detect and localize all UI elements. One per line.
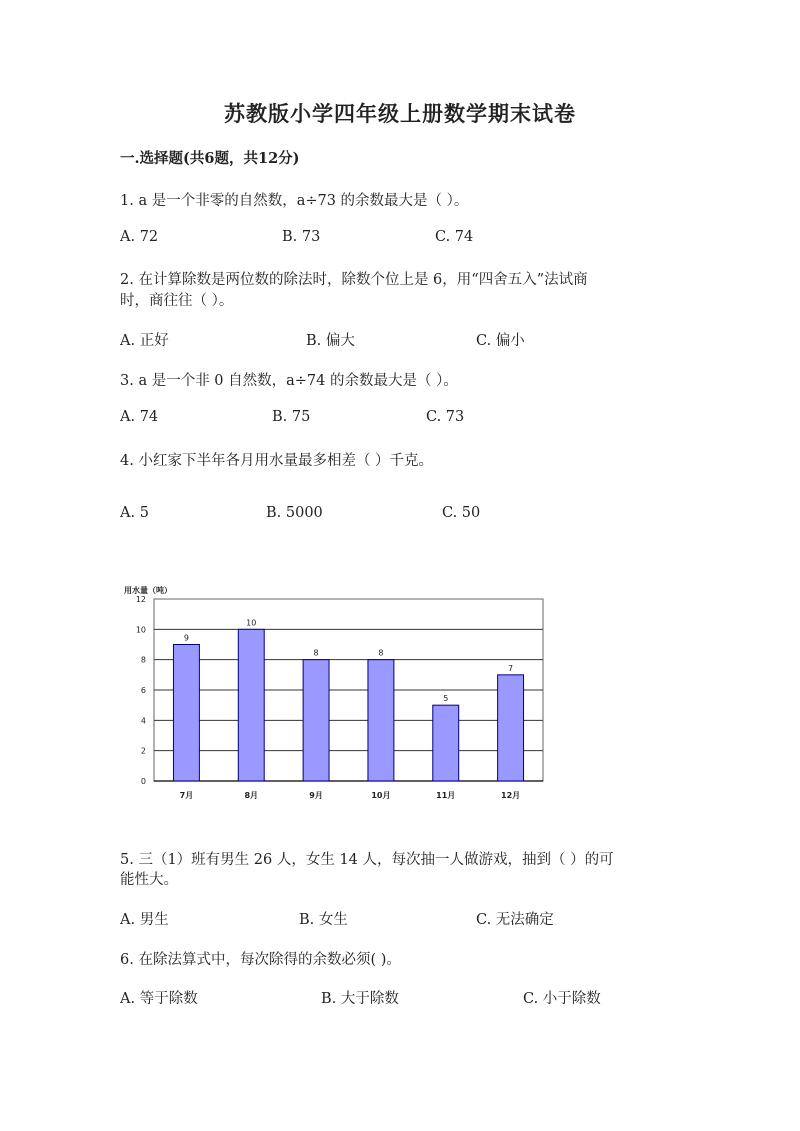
- chart-value-label: 10: [246, 618, 257, 628]
- chart-x-tick-label: 10月: [371, 791, 391, 800]
- chart-x-tick-label: 7月: [179, 791, 194, 800]
- question-2-option-a: A. 正好: [120, 333, 169, 349]
- chart-bar: [173, 645, 199, 782]
- chart-bar: [498, 675, 524, 781]
- question-3-option-a: A. 74: [120, 409, 159, 425]
- chart-bar: [433, 705, 459, 781]
- chart-bar: [238, 629, 264, 781]
- chart-y-tick-label: 12: [135, 595, 146, 604]
- section-heading: 一.选择题(共6题，共12分): [120, 150, 300, 167]
- question-4-stem: 4. 小红家下半年各月用水量最多相差（ ）千克。: [120, 453, 434, 469]
- question-1-option-a: A. 72: [120, 229, 159, 245]
- question-1-option-b: B. 73: [282, 229, 321, 245]
- question-5-stem-line2: 能性大。: [120, 872, 178, 888]
- chart-x-tick-label: 8月: [244, 791, 259, 800]
- page-title: 苏教版小学四年级上册数学期末试卷: [224, 101, 576, 126]
- chart-gridlines: [154, 599, 543, 781]
- water-usage-bar-chart: [118, 578, 558, 810]
- chart-y-axis-label: 用水量（吨）: [124, 586, 172, 595]
- chart-value-label: 7: [508, 663, 514, 673]
- question-4-option-a: A. 5: [120, 505, 149, 521]
- chart-y-tick-label: 2: [140, 746, 146, 756]
- chart-y-tick-label: 0: [140, 777, 146, 786]
- question-5-option-a: A. 男生: [120, 912, 169, 928]
- chart-y-tick-label: 6: [140, 686, 146, 695]
- question-5-option-c: C. 无法确定: [476, 912, 554, 928]
- chart-x-tick-label: 9月: [309, 791, 323, 800]
- chart-value-label: 8: [313, 648, 319, 658]
- question-1-stem: 1. a 是一个非零的自然数，a÷73 的余数最大是（ ）。: [120, 193, 469, 209]
- question-5-option-b: B. 女生: [299, 912, 348, 928]
- question-3-option-b: B. 75: [272, 409, 311, 425]
- question-1-option-c: C. 74: [435, 229, 474, 245]
- question-4-option-b: B. 5000: [266, 505, 323, 521]
- chart-bars: [173, 629, 523, 781]
- question-6-option-a: A. 等于除数: [120, 991, 198, 1007]
- question-3-option-c: C. 73: [426, 409, 465, 425]
- chart-y-tick-labels: [136, 595, 146, 786]
- chart-x-tick-label: 12月: [501, 791, 521, 800]
- question-5-stem-line1: 5. 三（1）班有男生 26 人，女生 14 人，每次抽一人做游戏，抽到（ ）的可: [120, 852, 614, 868]
- question-2-option-b: B. 偏大: [306, 333, 355, 349]
- chart-value-label: 5: [443, 694, 449, 704]
- chart-value-label: 9: [183, 633, 189, 643]
- question-4-option-c: C. 50: [442, 505, 481, 521]
- chart-y-tick-label: 10: [135, 625, 146, 635]
- question-6-option-c: C. 小于除数: [523, 991, 601, 1007]
- question-6-option-b: B. 大于除数: [321, 991, 399, 1007]
- chart-bar: [303, 660, 329, 781]
- chart-x-tick-labels: [180, 791, 521, 800]
- chart-x-tick-label: 11月: [436, 791, 456, 800]
- question-3-stem: 3. a 是一个非 0 自然数，a÷74 的余数最大是（ ）。: [120, 373, 458, 389]
- question-6-stem: 6. 在除法算式中，每次除得的余数必须( )。: [120, 952, 401, 968]
- chart-bar: [368, 660, 394, 781]
- chart-y-tick-label: 4: [140, 716, 146, 726]
- question-2-stem-line2: 时，商往往（ ）。: [120, 293, 234, 309]
- question-2-stem-line1: 2. 在计算除数是两位数的除法时，除数个位上是 6，用“四舍五入”法试商: [120, 272, 588, 288]
- question-2-option-c: C. 偏小: [476, 333, 525, 349]
- chart-value-label: 8: [378, 648, 384, 658]
- chart-y-tick-label: 8: [140, 655, 146, 665]
